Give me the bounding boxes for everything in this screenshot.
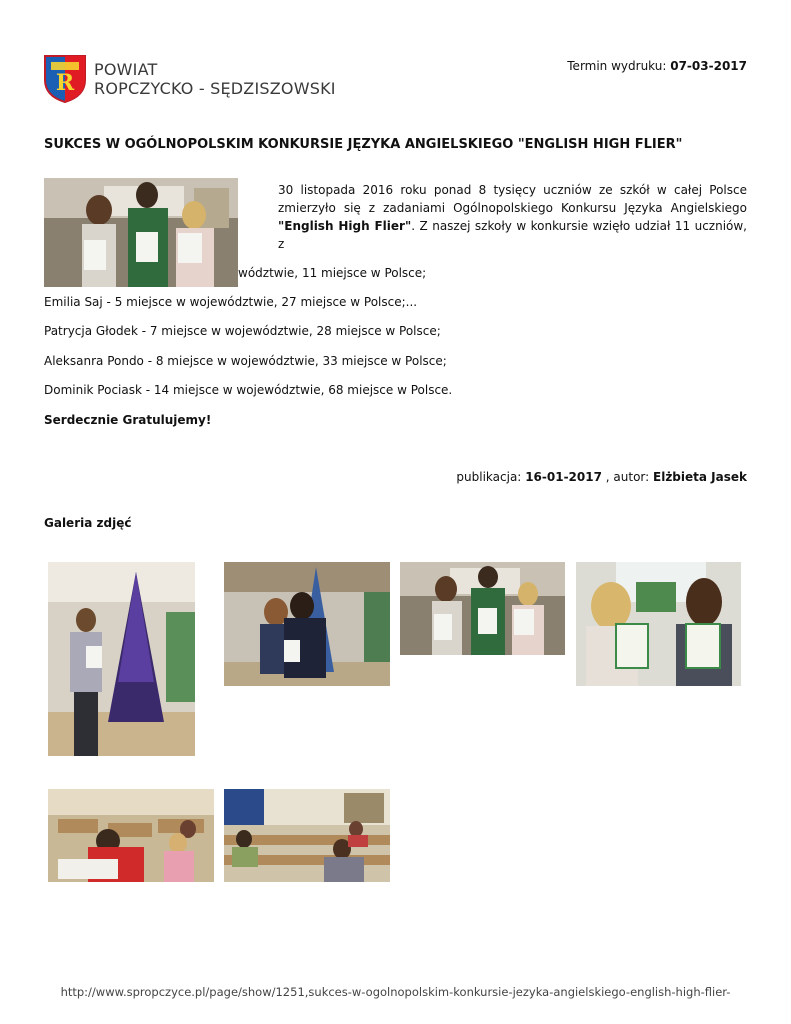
gallery-photo[interactable] bbox=[48, 562, 195, 756]
logo-text bbox=[94, 60, 336, 98]
result-line: Patrycja Głodek - 7 miejsce w województwie, 28 miejsce w Polsce; bbox=[44, 324, 441, 338]
page-url: http://www.spropczyce.pl/page/show/1251,sukces-w-ogolnopolskim-konkursie-jezyka-angielskiego-english-high-flier- bbox=[60, 985, 731, 999]
author-name: Elżbieta Jasek bbox=[653, 470, 747, 484]
gallery-title: Galeria zdjęć bbox=[44, 516, 132, 530]
result-line: Aleksanra Pondo - 8 miejsce w województwie, 33 miejsce w Polsce; bbox=[44, 354, 447, 368]
print-date-label: Termin wydruku: bbox=[567, 59, 667, 73]
svg-text:R: R bbox=[55, 70, 75, 96]
article-photo bbox=[44, 178, 238, 287]
intro-text-2: . Z naszej szkoły w konkursie wzięło udział 11 uczniów, z bbox=[278, 219, 747, 251]
gallery-photo[interactable] bbox=[224, 562, 390, 686]
result-fragment: wództwie, 11 miejsce w Polsce; bbox=[238, 266, 427, 280]
gallery-photo[interactable] bbox=[224, 789, 390, 882]
print-date bbox=[567, 59, 747, 73]
publication-info bbox=[456, 470, 747, 484]
result-line: Dominik Pociask - 14 miejsce w województwie, 68 miejsce w Polsce. bbox=[44, 383, 453, 397]
logo-line-2: ROPCZYCKO - SĘDZISZOWSKI bbox=[94, 79, 336, 98]
publication-date: 16-01-2017 bbox=[525, 470, 602, 484]
result-line: Emilia Saj - 5 miejsce w województwie, 27 miejsce w Polsce;... bbox=[44, 295, 418, 309]
coat-of-arms-icon bbox=[43, 54, 87, 104]
print-date-value: 07-03-2017 bbox=[670, 59, 747, 73]
gallery-photo[interactable] bbox=[576, 562, 741, 686]
author-label: , autor: bbox=[605, 470, 650, 484]
gallery-photo[interactable] bbox=[48, 789, 214, 882]
article-intro bbox=[278, 181, 747, 253]
intro-bold: "English High Flier" bbox=[278, 219, 412, 233]
intro-text-1: 30 listopada 2016 roku ponad 8 tysięcy uczniów ze szkół w całej Polsce zmierzyło się z zadaniami Ogólnopolskiego Konkursu Języka Angielskiego bbox=[278, 183, 747, 215]
logo-line-1: POWIAT bbox=[94, 60, 158, 79]
article-title: SUKCES W OGÓLNOPOLSKIM KONKURSIE JĘZYKA ANGIELSKIEGO "ENGLISH HIGH FLIER" bbox=[44, 137, 683, 152]
publication-label: publikacja: bbox=[456, 470, 522, 484]
gallery-photo[interactable] bbox=[400, 562, 565, 655]
congratulations: Serdecznie Gratulujemy! bbox=[44, 413, 212, 427]
